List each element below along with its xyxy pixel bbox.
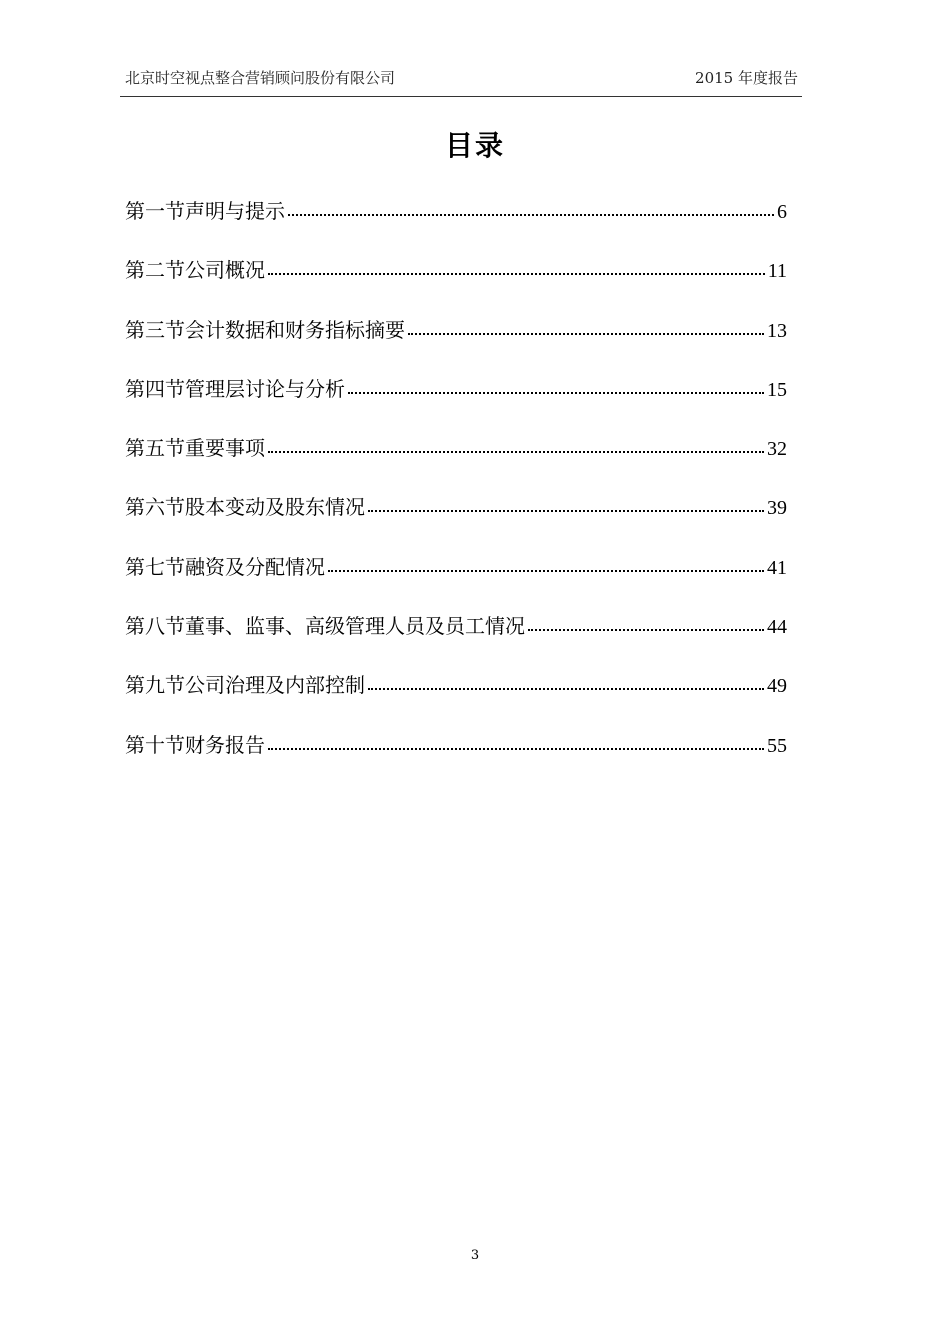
toc-dot-leader [368, 688, 764, 690]
table-of-contents [125, 193, 787, 786]
toc-entry-4[interactable] [125, 371, 787, 430]
toc-entry-9[interactable] [125, 667, 787, 726]
toc-entry-page: 6 [777, 201, 787, 223]
toc-entry-3[interactable] [125, 312, 787, 371]
toc-dot-leader [408, 333, 764, 335]
toc-dot-leader [368, 510, 764, 512]
toc-entry-label: 第一节声明与提示 [125, 199, 285, 223]
toc-entry-label: 第十节财务报告 [125, 732, 265, 757]
toc-entry-label: 第二节公司概况 [125, 258, 265, 283]
toc-entry-6[interactable] [125, 489, 787, 548]
toc-entry-1[interactable] [125, 193, 787, 252]
header-divider [120, 96, 802, 97]
header-report-title: 2015 年度报告 [695, 68, 798, 87]
toc-entry-page: 13 [767, 319, 787, 342]
toc-entry-page: 44 [767, 616, 787, 639]
toc-entry-page: 15 [767, 378, 787, 401]
toc-entry-label: 第九节公司治理及内部控制 [125, 673, 365, 698]
header-company-name: 北京时空视点整合营销顾问股份有限公司 [125, 68, 396, 87]
toc-dot-leader [268, 451, 764, 453]
toc-entry-label: 第七节融资及分配情况 [125, 554, 325, 579]
toc-entry-label: 第四节管理层讨论与分析 [125, 376, 345, 401]
toc-entry-label: 第八节董事、监事、高级管理人员及员工情况 [125, 614, 525, 639]
toc-entry-label: 第三节会计数据和财务指标摘要 [125, 317, 405, 342]
page-header [125, 66, 798, 88]
toc-entry-7[interactable] [125, 549, 787, 608]
toc-entry-page: 11 [767, 260, 787, 283]
toc-entry-5[interactable] [125, 430, 787, 489]
toc-entry-page: 32 [767, 438, 787, 461]
toc-dot-leader [268, 748, 764, 750]
toc-entry-8[interactable] [125, 608, 787, 667]
toc-entry-10[interactable] [125, 727, 787, 786]
toc-entry-label: 第五节重要事项 [125, 436, 265, 461]
toc-entry-label: 第六节股本变动及股东情况 [125, 495, 365, 520]
toc-dot-leader [348, 392, 764, 394]
toc-title: 目录 [444, 129, 505, 162]
toc-dot-leader [528, 629, 764, 631]
toc-dot-leader [268, 273, 765, 275]
page-number: 3 [470, 1248, 480, 1263]
toc-entry-page: 41 [767, 556, 787, 579]
toc-dot-leader [288, 214, 774, 216]
toc-entry-page: 49 [767, 675, 787, 698]
toc-dot-leader [328, 570, 764, 572]
toc-entry-page: 55 [767, 734, 787, 757]
toc-entry-2[interactable] [125, 252, 787, 311]
toc-entry-page: 39 [767, 497, 787, 520]
